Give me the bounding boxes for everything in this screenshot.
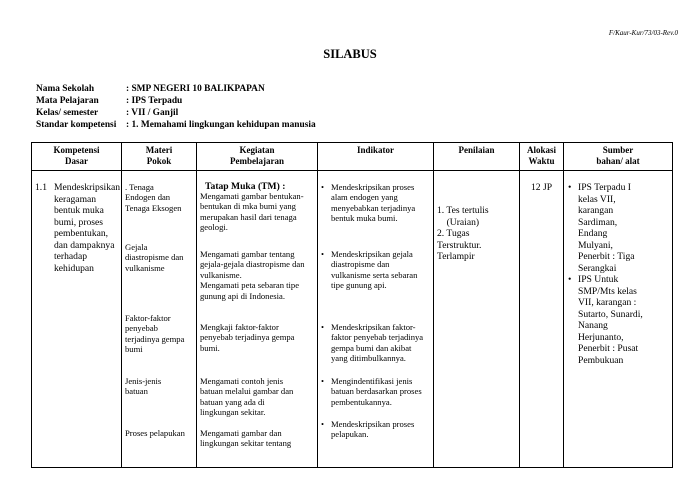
- indikator-item: • Mendeskripsikan faktor- faktor penyebab terjadinya gempa bumi dan akibat yang ditimbulkannya.: [321, 322, 423, 364]
- kegiatan-block: Mengamati gambar dan lingkungan sekitar tentang: [200, 428, 292, 449]
- header-penilaian: Penilaian: [434, 143, 520, 171]
- alokasi-value: 12 JP: [530, 182, 553, 193]
- cell-kompetensi-dasar: [32, 171, 122, 468]
- kd-text: Mendeskripsikan keragaman bentuk muka bumi, proses pembentukan, dan dampaknya terhadap kehidupan: [54, 182, 121, 274]
- materi-item: Faktor-faktor penyebab terjadinya gempa bumi: [125, 313, 185, 355]
- info-value: : 1. Memahami lingkungan kehidupan manusia: [126, 120, 316, 130]
- info-value: : SMP NEGERI 10 BALIKPAPAN: [126, 84, 265, 94]
- kegiatan-block: Mengamati gambar bentukan- bentukan di mka bumi yang merupakan hasil dari tenaga geologi.: [200, 191, 304, 233]
- header-alokasi-waktu: Alokasi Waktu: [520, 143, 564, 171]
- kegiatan-heading: Tatap Muka (TM) :: [205, 181, 286, 192]
- page-title: SILABUS: [323, 47, 377, 61]
- kd-number: 1.1: [35, 182, 47, 193]
- materi-item: Gejala diastropisme dan vulkanisme: [125, 242, 184, 273]
- sumber-item: • IPS Untuk SMP/Mts kelas VII, karangan : Sutarto, Sunardi, Nanang Herjunanto, Penerbit : Pusat Pembukuan: [568, 274, 643, 366]
- info-value: : IPS Terpadu: [126, 96, 183, 106]
- info-key: Standar kompetensi: [36, 120, 117, 130]
- materi-item: Jenis-jenis batuan: [125, 376, 162, 397]
- cell-materi-pokok: [122, 171, 197, 468]
- table-header-row: [32, 143, 673, 171]
- kegiatan-block: Mengamati contoh jenis batuan melalui gambar dan batuan yang ada di lingkungan sekitar.: [200, 376, 294, 418]
- cell-indikator: [318, 171, 434, 468]
- header-kegiatan-pembelajaran: Kegiatan Pembelajaran: [197, 143, 318, 171]
- cell-sumber: [564, 171, 673, 468]
- info-row: [36, 107, 316, 119]
- header-kompetensi-dasar: Kompetensi Dasar: [32, 143, 122, 171]
- table-row: [32, 171, 673, 468]
- info-value: : VII / Ganjil: [126, 108, 179, 118]
- kegiatan-block: Mengkaji faktor-faktor penyebab terjadinya gempa bumi.: [200, 322, 295, 353]
- document-reference: F/Kaur-Kur/73/03-Rev.0: [608, 29, 678, 37]
- syllabus-info: [36, 83, 316, 131]
- info-key: Kelas/ semester: [36, 108, 99, 118]
- indikator-item: • Mendeskripsikan proses pelapukan.: [321, 419, 414, 440]
- indikator-item: • Mendeskripsikan gejala diastropisme dan vulkanisme serta sebaran tipe gunung api.: [321, 249, 417, 291]
- info-key: Mata Pelajaran: [36, 96, 99, 106]
- syllabus-table: [31, 142, 673, 468]
- info-row: [36, 95, 316, 107]
- info-key: Nama Sekolah: [36, 84, 95, 94]
- penilaian-text: 1. Tes tertulis (Uraian) 2. Tugas Terstruktur. Terlampir: [437, 205, 489, 262]
- header-sumber: Sumber bahan/ alat: [564, 143, 673, 171]
- sumber-item: • IPS Terpadu I kelas VII, karangan Sardiman, Endang Mulyani, Penerbit : Tiga Serangkai: [568, 182, 635, 274]
- header-materi-pokok: Materi Pokok: [122, 143, 197, 171]
- indikator-item: • Mengindentifikasi jenis batuan berdasarkan proses pembentukannya.: [321, 376, 422, 407]
- cell-penilaian: [434, 171, 520, 468]
- kegiatan-block: Mengamati gambar tentang gejala-gejala diastropisme dan vulkanisme. Mengamati peta sebaran tipe gunung api di Indonesia.: [200, 249, 305, 301]
- materi-item: Proses pelapukan: [125, 428, 185, 438]
- cell-alokasi-waktu: [520, 171, 564, 468]
- header-indikator: Indikator: [318, 143, 434, 171]
- info-row: [36, 83, 316, 95]
- indikator-item: • Mendeskripsikan proses alam endogen yang menyebabkan terjadinya bentuk muka bumi.: [321, 182, 415, 224]
- info-row: [36, 119, 316, 131]
- cell-kegiatan-pembelajaran: [197, 171, 318, 468]
- materi-item: . Tenaga Endogen dan Tenaga Eksogen: [125, 182, 182, 213]
